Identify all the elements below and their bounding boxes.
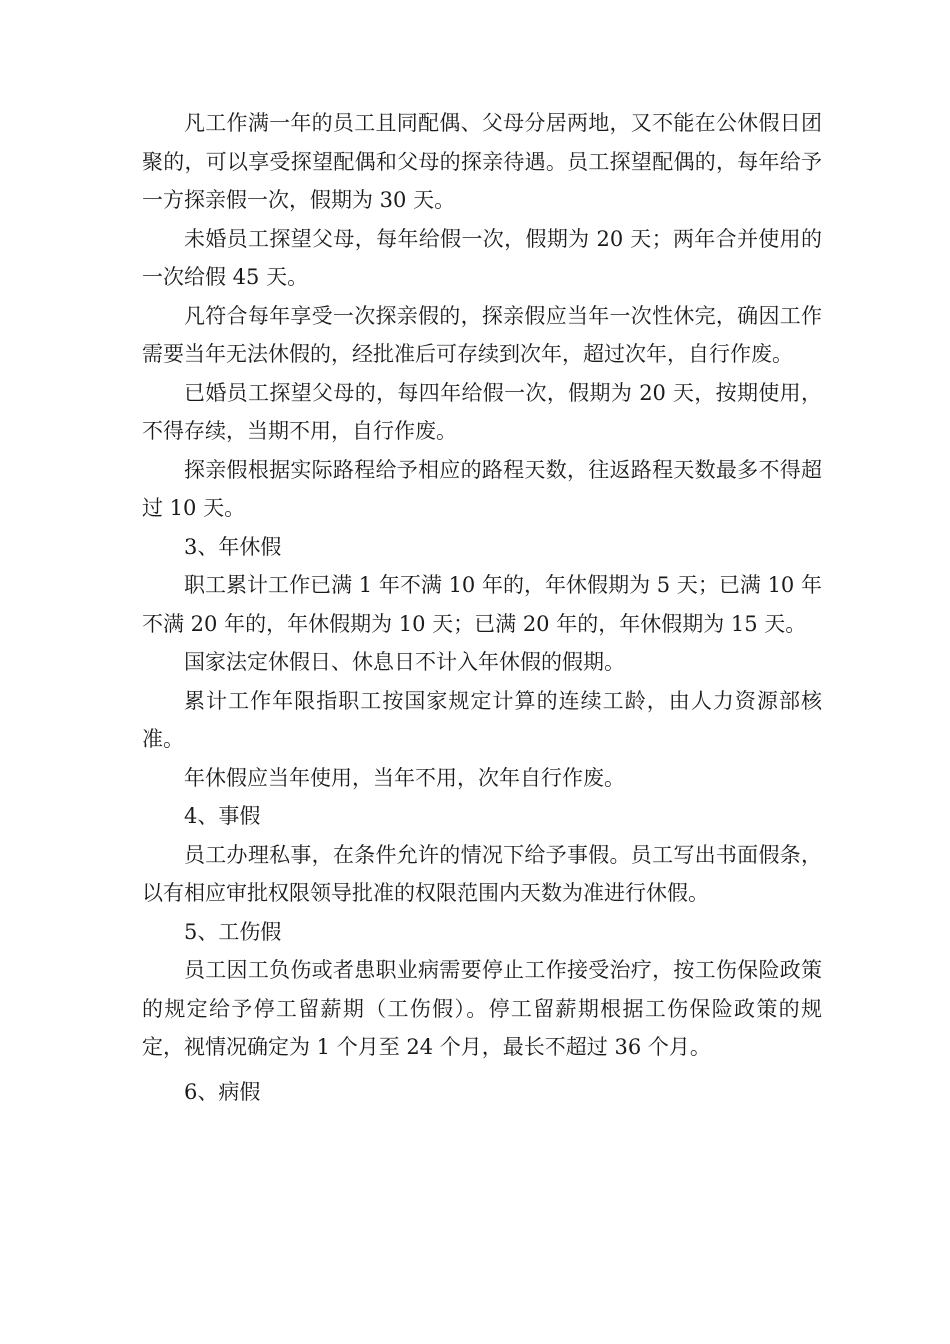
- paragraph-unmarried-visit: 未婚员工探望父母，每年给假一次，假期为 20 天；两年合并使用的一次给假 45 天。: [142, 226, 822, 289]
- heading-annual-leave: 3、年休假: [184, 534, 282, 559]
- paragraph-holidays-excluded: 国家法定休假日、休息日不计入年休假的假期。: [184, 650, 625, 674]
- document-body: [142, 104, 822, 1111]
- paragraph-annual-leave-days: 职工累计工作已满 1 年不满 10 年的，年休假期为 5 天；已满 10 年不满 20 年的，年休假期为 10 天；已满 20 年的，年休假期为 15 天。: [142, 573, 822, 636]
- paragraph-annual-leave-expiry: 年休假应当年使用，当年不用，次年自行作废。: [184, 765, 625, 790]
- paragraph-personal-leave: 员工办理私事，在条件允许的情况下给予事假。员工写出书面假条，以有相应审批权限领导批准的权限范围内天数为准进行休假。: [142, 842, 822, 905]
- paragraph-visit-carryover: 凡符合每年享受一次探亲假的，探亲假应当年一次性休完，确因工作需要当年无法休假的，经批准后可存续到次年，超过次年，自行作废。: [142, 303, 822, 366]
- heading-injury-leave: 5、工伤假: [184, 919, 282, 944]
- heading-personal-leave: 4、事假: [184, 804, 261, 828]
- paragraph-injury-leave: 员工因工负伤或者患职业病需要停止工作接受治疗，按工伤保险政策的规定给予停工留薪期（工伤假）。停工留薪期根据工伤保险政策的规定，视情况确定为 1 个月至 24 个月，最长不超过 36 个月。: [142, 958, 822, 1059]
- paragraph-family-visit-eligibility: 凡工作满一年的员工且同配偶、父母分居两地，又不能在公休假日团聚的，可以享受探望配偶和父母的探亲待遇。员工探望配偶的，每年给予一方探亲假一次，假期为 30 天。: [142, 111, 822, 212]
- heading-sick-leave: 6、病假: [184, 1079, 261, 1104]
- paragraph-seniority: 累计工作年限指职工按国家规定计算的连续工龄，由人力资源部核准。: [142, 688, 822, 751]
- paragraph-travel-days: 探亲假根据实际路程给予相应的路程天数，往返路程天数最多不得超过 10 天。: [142, 457, 822, 520]
- paragraph-married-visit: 已婚员工探望父母的，每四年给假一次，假期为 20 天，按期使用，不得存续，当期不用，自行作废。: [142, 380, 822, 443]
